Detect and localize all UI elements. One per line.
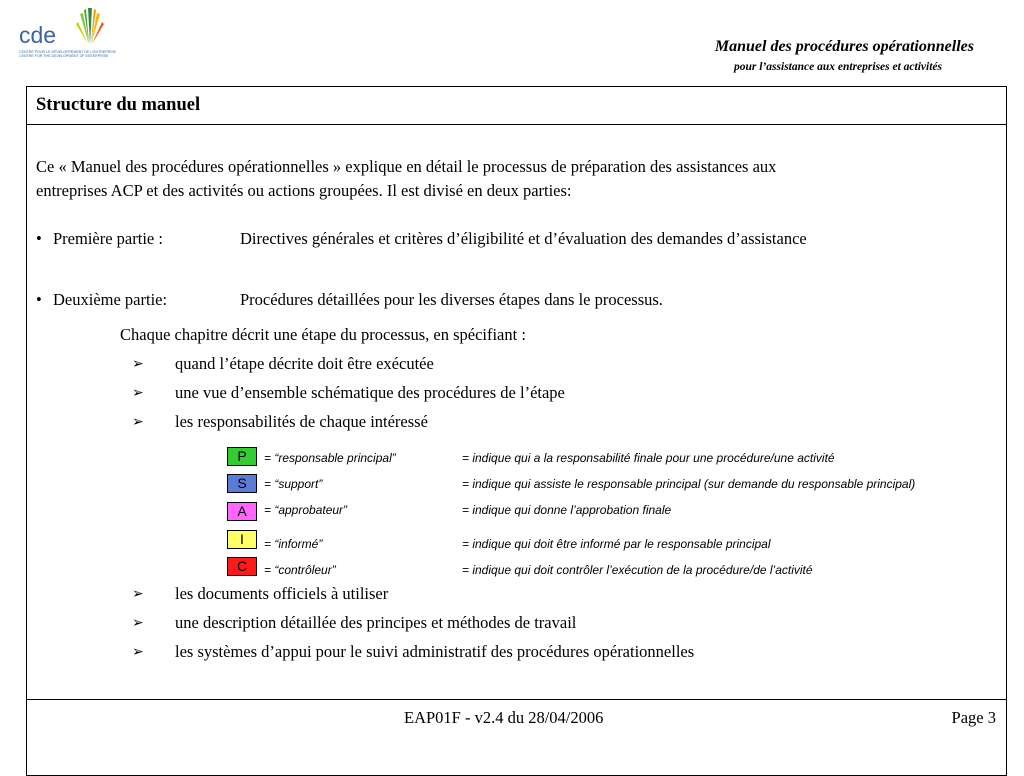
arrow-bullet-icon: ➢ bbox=[132, 356, 144, 372]
document-title: Manuel des procédures opérationnelles bbox=[714, 38, 974, 55]
raci-badge-p: P bbox=[227, 447, 257, 466]
part-2-text: Procédures détaillées pour les diverses étapes dans le processus. bbox=[240, 290, 663, 309]
raci-badge-i: I bbox=[227, 530, 257, 549]
arrow-bullet-icon: ➢ bbox=[132, 385, 144, 401]
list-item: les responsabilités de chaque intéressé bbox=[175, 412, 428, 431]
part-2-label: Deuxième partie: bbox=[53, 290, 168, 309]
logo-sub-line1: CENTRE POUR LE DÉVELOPPEMENT DE L'ENTREPRISE bbox=[19, 50, 117, 54]
raci-label-a: = “approbateur” bbox=[264, 503, 348, 517]
arrow-bullet-icon: ➢ bbox=[132, 586, 144, 602]
title-divider bbox=[26, 124, 1007, 125]
list-item: les systèmes d’appui pour le suivi administratif des procédures opérationnelles bbox=[175, 642, 695, 661]
intro-line-2: entreprises ACP et des activités ou actions groupées. Il est divisé en deux parties: bbox=[36, 181, 572, 200]
footer-divider bbox=[26, 699, 1007, 700]
cde-logo bbox=[18, 4, 118, 64]
raci-label-p: = “responsable principal” bbox=[264, 451, 396, 465]
intro-line-1: Ce « Manuel des procédures opérationnelles » explique en détail le processus de préparation des assistances aux bbox=[36, 157, 777, 176]
footer-page-number: Page 3 bbox=[951, 708, 996, 727]
raci-desc-i: = indique qui doit être informé par le responsable principal bbox=[462, 537, 771, 551]
part-1-text: Directives générales et critères d’éligibilité et d’évaluation des demandes d’assistance bbox=[240, 229, 807, 248]
logo-text: cde bbox=[19, 22, 57, 48]
raci-desc-a: = indique qui donne l’approbation finale bbox=[462, 503, 672, 517]
raci-label-i: = “informé” bbox=[264, 537, 323, 551]
section-title: Structure du manuel bbox=[36, 95, 201, 115]
raci-badge-a: A bbox=[227, 502, 257, 521]
arrow-bullet-icon: ➢ bbox=[132, 414, 144, 430]
part-1-bullet: • bbox=[36, 229, 42, 248]
arrow-bullet-icon: ➢ bbox=[132, 615, 144, 631]
raci-label-s: = “support” bbox=[264, 477, 323, 491]
chapter-intro: Chaque chapitre décrit une étape du processus, en spécifiant : bbox=[120, 325, 526, 344]
list-item: une description détaillée des principes et méthodes de travail bbox=[175, 613, 577, 632]
part-2-bullet: • bbox=[36, 290, 42, 309]
arrow-bullet-icon: ➢ bbox=[132, 644, 144, 660]
footer-document-code: EAP01F - v2.4 du 28/04/2006 bbox=[404, 708, 604, 727]
raci-label-c: = “contrôleur” bbox=[264, 563, 336, 577]
raci-desc-c: = indique qui doit contrôler l’exécution de la procédure/de l’activité bbox=[462, 563, 813, 577]
raci-badge-c: C bbox=[227, 557, 257, 576]
list-item: quand l’étape décrite doit être exécutée bbox=[175, 354, 434, 373]
logo-subtitle bbox=[19, 50, 119, 59]
logo-fan-icon bbox=[76, 4, 104, 46]
raci-desc-s: = indique qui assiste le responsable principal (sur demande du responsable principal) bbox=[462, 477, 916, 491]
part-1-label: Première partie : bbox=[53, 229, 163, 248]
list-item: une vue d’ensemble schématique des procédures de l’étape bbox=[175, 383, 565, 402]
list-item: les documents officiels à utiliser bbox=[175, 584, 389, 603]
document-subtitle: pour l’assistance aux entreprises et activités bbox=[734, 61, 942, 73]
raci-desc-p: = indique qui a la responsabilité finale pour une procédure/une activité bbox=[462, 451, 835, 465]
raci-badge-s: S bbox=[227, 474, 257, 493]
logo-sub-line2: CENTRE FOR THE DEVELOPMENT OF ENTERPRISE bbox=[19, 54, 109, 59]
